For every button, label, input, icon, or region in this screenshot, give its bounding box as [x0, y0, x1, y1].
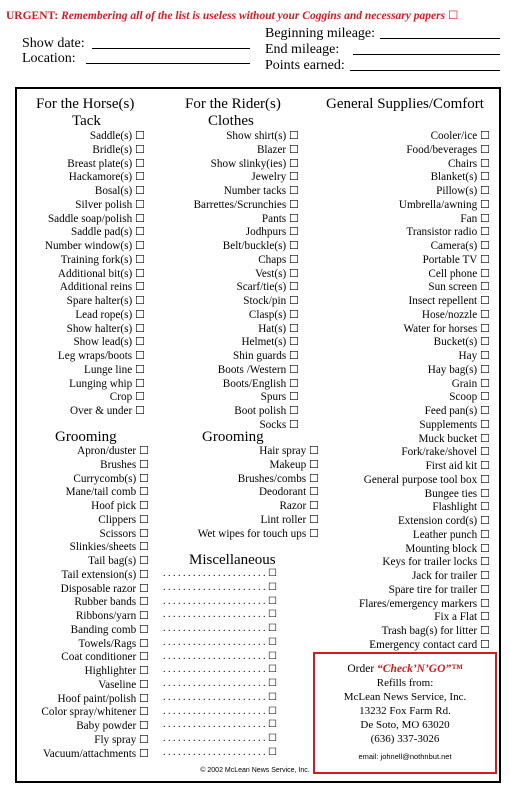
brand-name: “Check’N’GO”™ [377, 663, 463, 675]
checklist-item[interactable]: Slinkies/sheets ☐ [69, 541, 149, 554]
checklist-item[interactable]: Muck bucket ☐ [418, 432, 490, 445]
urgent-notice [6, 8, 458, 22]
checklist-item[interactable]: Emergency contact card ☐ [369, 638, 490, 651]
checklist-item[interactable]: Boot polish ☐ [234, 405, 299, 417]
misc-blank-line[interactable]: . . . . . . . . . . . . . . . . . . . . . ☐ [163, 609, 277, 621]
checklist-item[interactable]: Disposable razor ☐ [60, 582, 149, 595]
checklist-item[interactable]: First aid kit ☐ [425, 460, 490, 472]
checklist-item[interactable]: Belt/buckle(s) ☐ [222, 240, 299, 252]
checklist-item[interactable]: Hair spray ☐ [259, 445, 319, 457]
urgent-checkbox[interactable]: ☐ [447, 10, 459, 22]
tack-list [45, 130, 145, 419]
checklist-item[interactable]: Bosal(s) ☐ [94, 185, 145, 197]
location-field[interactable] [86, 63, 250, 64]
order-title [315, 662, 495, 676]
misc-blank-line[interactable]: . . . . . . . . . . . . . . . . . . . . . ☐ [163, 678, 277, 689]
order-box [313, 652, 497, 774]
checklist-item[interactable]: Show shirt(s) ☐ [226, 130, 299, 142]
checklist-item[interactable]: Tail extension(s) ☐ [61, 568, 149, 581]
show-date-field[interactable] [92, 48, 250, 49]
company-name: McLean News Service, Inc. [343, 691, 467, 703]
checklist-item[interactable]: Mounting block ☐ [405, 542, 490, 555]
company-city: De Soto, MO 63020 [360, 719, 450, 731]
checklist-item[interactable]: Jodhpurs ☐ [245, 226, 299, 239]
checklist-item[interactable]: Hoof pick ☐ [91, 500, 149, 512]
checklist-item[interactable]: Brushes/combs ☐ [237, 472, 319, 485]
end-mileage-field[interactable] [353, 54, 500, 55]
supplies-heading: General Supplies/Comfort [326, 96, 484, 112]
checklist-item[interactable]: Apron/duster ☐ [77, 445, 149, 457]
checklist-item[interactable]: Vacuum/attachments ☐ [42, 747, 149, 760]
checklist-item[interactable]: Leg wraps/boots ☐ [57, 350, 145, 362]
checklist-item[interactable]: Additional bit(s) ☐ [57, 267, 145, 280]
supplies-list [359, 130, 490, 653]
checklist-item[interactable]: Scissors ☐ [99, 527, 149, 540]
checklist-item[interactable]: Shin guards ☐ [233, 350, 299, 362]
misc-blank-line[interactable]: . . . . . . . . . . . . . . . . . . . . . ☐ [163, 581, 277, 593]
checklist-item[interactable]: Over & under ☐ [70, 405, 145, 417]
checklist-item[interactable]: Ribbons/yarn ☐ [75, 610, 149, 622]
misc-blank-line[interactable]: . . . . . . . . . . . . . . . . . . . . . ☐ [163, 705, 277, 717]
checklist-item[interactable]: Saddle soap/polish ☐ [47, 212, 145, 225]
clothes-list [194, 130, 299, 433]
checklist-item[interactable]: Chaps ☐ [258, 253, 299, 266]
checklist-item[interactable]: Stock/pin ☐ [243, 295, 299, 307]
checklist-item[interactable]: Keys for trailer locks ☐ [382, 556, 490, 569]
checklist-item[interactable]: Mane/tail comb ☐ [65, 486, 149, 499]
company-phone: (636) 337-3026 [370, 733, 440, 745]
checklist-item[interactable]: Bridle(s) ☐ [92, 143, 145, 156]
checklist-item[interactable]: Lint roller ☐ [260, 513, 319, 526]
copyright-notice: © 2002 McLean News Service, Inc. [200, 767, 310, 774]
checklist-item[interactable]: Lead rope(s) ☐ [75, 308, 145, 321]
misc-blank-line[interactable]: . . . . . . . . . . . . . . . . . . . . . ☐ [163, 568, 277, 579]
checklist-item[interactable]: Hay bag(s) ☐ [427, 363, 490, 376]
checklist-item[interactable]: Lunge line ☐ [84, 363, 145, 376]
checklist-item[interactable]: Hay ☐ [458, 350, 490, 362]
horse-grooming-heading: Grooming [55, 429, 117, 445]
checklist-item[interactable]: Boots /Western ☐ [217, 363, 299, 376]
misc-blank-line[interactable]: . . . . . . . . . . . . . . . . . . . . . ☐ [163, 691, 277, 703]
checklist-item[interactable]: Chairs ☐ [447, 157, 490, 170]
checklist-item[interactable]: Scoop ☐ [449, 391, 490, 404]
show-date-label: Show date: [22, 36, 85, 51]
end-mileage-label: End mileage: [265, 42, 340, 57]
checklist-item[interactable]: Hose/nozzle ☐ [421, 308, 490, 321]
checklist-item[interactable]: Jack for trailer ☐ [411, 570, 490, 582]
misc-blank-line[interactable]: . . . . . . . . . . . . . . . . . . . . . ☐ [163, 636, 277, 648]
checklist-item[interactable]: Blazer ☐ [256, 143, 299, 156]
tack-heading: Tack [72, 113, 101, 129]
checklist-item[interactable]: Bucket(s) ☐ [433, 336, 490, 349]
beginning-mileage-label: Beginning mileage: [265, 26, 376, 41]
checklist-item[interactable]: Insect repellent ☐ [408, 295, 490, 307]
checklist-item[interactable]: Portable TV ☐ [422, 253, 490, 266]
company-address: 13232 Fox Farm Rd. [359, 705, 451, 717]
checklist-item[interactable]: Water for horses ☐ [403, 322, 490, 335]
misc-blank-line[interactable]: . . . . . . . . . . . . . . . . . . . . . ☐ [163, 595, 277, 607]
checklist-item[interactable]: Cell phone ☐ [428, 267, 490, 280]
horse-heading: For the Horse(s) [36, 96, 135, 112]
checklist-item[interactable]: Number tacks ☐ [223, 185, 299, 197]
checklist-item[interactable]: Extension cord(s) ☐ [397, 515, 490, 527]
checklist-item[interactable]: Sun screen ☐ [428, 281, 490, 294]
checklist-item[interactable]: Deodorant ☐ [258, 486, 319, 499]
misc-blank-line[interactable]: . . . . . . . . . . . . . . . . . . . . . ☐ [163, 733, 277, 744]
points-earned-label: Points earned: [265, 58, 345, 73]
points-earned-field[interactable] [350, 70, 500, 71]
checklist-item[interactable]: Coat conditioner ☐ [61, 651, 149, 664]
checklist-item[interactable]: Show halter(s) ☐ [66, 322, 145, 335]
checklist-item[interactable]: Makeup ☐ [269, 458, 319, 471]
checklist-item[interactable]: Blanket(s) ☐ [430, 171, 490, 184]
checklist-item[interactable]: Food/beverages ☐ [406, 143, 490, 156]
checklist-item[interactable]: Additional reins ☐ [59, 281, 145, 294]
refills-label: Refills from: [376, 677, 434, 689]
checklist-item[interactable]: Currycomb(s) ☐ [73, 472, 149, 485]
checklist-item[interactable]: Boots/English ☐ [222, 377, 299, 390]
checklist-item[interactable]: Feed pan(s) ☐ [424, 405, 490, 417]
checklist-item[interactable]: Baby powder ☐ [76, 720, 149, 732]
urgent-label: URGENT: [6, 10, 59, 22]
checklist-item[interactable]: Vaseline ☐ [98, 678, 149, 691]
checklist-item[interactable]: Crop ☐ [109, 391, 145, 404]
checklist-item[interactable]: Number window(s) ☐ [44, 240, 145, 252]
company-email: email: johnell@nothnbut.net [358, 752, 452, 761]
misc-heading: Miscellaneous [189, 552, 276, 568]
checklist-item[interactable]: Jewelry ☐ [251, 171, 299, 184]
urgent-text: Remembering all of the list is useless without your Coggins and necessary papers [61, 10, 446, 22]
misc-blank-line[interactable]: . . . . . . . . . . . . . . . . . . . . . ☐ [163, 623, 277, 634]
misc-blank-line[interactable]: . . . . . . . . . . . . . . . . . . . . . ☐ [163, 650, 277, 662]
checklist-item[interactable]: Socks ☐ [259, 418, 299, 431]
checklist-item[interactable]: Scarf/tie(s) ☐ [236, 281, 299, 294]
misc-blank-line[interactable]: . . . . . . . . . . . . . . . . . . . . . ☐ [163, 664, 277, 676]
checklist-item[interactable]: Pants ☐ [261, 212, 299, 225]
checklist-item[interactable]: Saddle pad(s) ☐ [70, 226, 145, 239]
checklist-item[interactable]: Supplements ☐ [419, 418, 490, 431]
checklist-item[interactable]: Towels/Rags ☐ [78, 637, 149, 650]
checklist-item[interactable]: Show lead(s) ☐ [73, 336, 145, 349]
checklist-item[interactable]: Hoof paint/polish ☐ [57, 692, 149, 705]
checklist-item[interactable]: Brushes ☐ [100, 458, 149, 471]
checklist-item[interactable]: Silver polish ☐ [75, 198, 145, 211]
checklist-item[interactable]: Razor ☐ [279, 500, 319, 512]
rider-grooming-list [198, 445, 319, 541]
checklist-item[interactable]: Fork/rake/shovel ☐ [401, 446, 490, 459]
checklist-item[interactable]: Highlighter ☐ [84, 665, 149, 677]
checklist-item[interactable]: Transistor radio ☐ [406, 226, 490, 239]
misc-blank-line[interactable]: . . . . . . . . . . . . . . . . . . . . . ☐ [163, 719, 277, 731]
misc-blank-line[interactable]: . . . . . . . . . . . . . . . . . . . . . ☐ [163, 746, 277, 758]
checklist-item[interactable]: Training fork(s) ☐ [60, 253, 145, 266]
checklist-item[interactable]: Color spray/whitener ☐ [41, 706, 149, 719]
checklist-item[interactable]: Trash bag(s) for litter ☐ [381, 625, 490, 637]
checklist-item[interactable]: Hackamore(s) ☐ [68, 171, 145, 184]
checklist-item[interactable]: Cooler/ice ☐ [430, 130, 490, 142]
checklist-item[interactable]: Banding comb ☐ [70, 623, 149, 636]
checklist-item[interactable]: Flashlight ☐ [432, 501, 490, 514]
checklist-item[interactable]: Leather punch ☐ [412, 528, 490, 541]
checklist-item[interactable]: Tail bag(s) ☐ [88, 555, 149, 567]
checklist-item[interactable]: Spare tire for trailer ☐ [388, 583, 490, 596]
checklist-item[interactable]: Saddle(s) ☐ [89, 130, 145, 142]
checklist-item[interactable]: Pillow(s) ☐ [436, 185, 490, 197]
checklist-item[interactable]: Fan ☐ [460, 212, 490, 225]
checklist-item[interactable]: Wet wipes for touch ups ☐ [197, 527, 319, 540]
checklist-item[interactable]: Spurs ☐ [260, 391, 299, 404]
beginning-mileage-field[interactable] [380, 38, 500, 39]
checklist-item[interactable]: Lunging whip ☐ [69, 377, 145, 390]
checklist-item[interactable]: Umbrella/awning ☐ [398, 198, 490, 211]
checklist-item[interactable]: Breast plate(s) ☐ [67, 157, 145, 170]
clothes-heading: Clothes [208, 113, 254, 129]
checklist-item[interactable]: Spare halter(s) ☐ [66, 295, 145, 307]
checklist-item[interactable]: Clippers ☐ [98, 513, 149, 526]
checklist-item[interactable]: Bungee ties ☐ [424, 487, 490, 500]
checklist-item[interactable]: Clasp(s) ☐ [248, 308, 299, 321]
location-label: Location: [22, 51, 76, 66]
order-word: Order [347, 663, 375, 675]
checklist-item[interactable]: General purpose tool box ☐ [363, 473, 490, 486]
checklist-item[interactable]: Grain ☐ [451, 377, 490, 390]
checklist-item[interactable]: Fly spray ☐ [94, 733, 149, 746]
checklist-item[interactable]: Flares/emergency markers ☐ [359, 597, 490, 610]
checklist-item[interactable]: Vest(s) ☐ [255, 267, 299, 280]
rider-heading: For the Rider(s) [185, 96, 281, 112]
checklist-item[interactable]: Barrettes/Scrunchies ☐ [193, 198, 299, 211]
checklist-item[interactable]: Helmet(s) ☐ [241, 336, 299, 349]
checklist-item[interactable]: Fix a Flat ☐ [434, 611, 490, 624]
rider-grooming-heading: Grooming [202, 429, 264, 445]
misc-lines [163, 567, 277, 760]
horse-grooming-list [41, 445, 149, 761]
checklist-item[interactable]: Camera(s) ☐ [430, 240, 490, 252]
checklist-item[interactable]: Rubber bands ☐ [74, 596, 149, 609]
checklist-item[interactable]: Show slinky(ies) ☐ [210, 157, 299, 170]
checklist-item[interactable]: Hat(s) ☐ [258, 322, 299, 335]
